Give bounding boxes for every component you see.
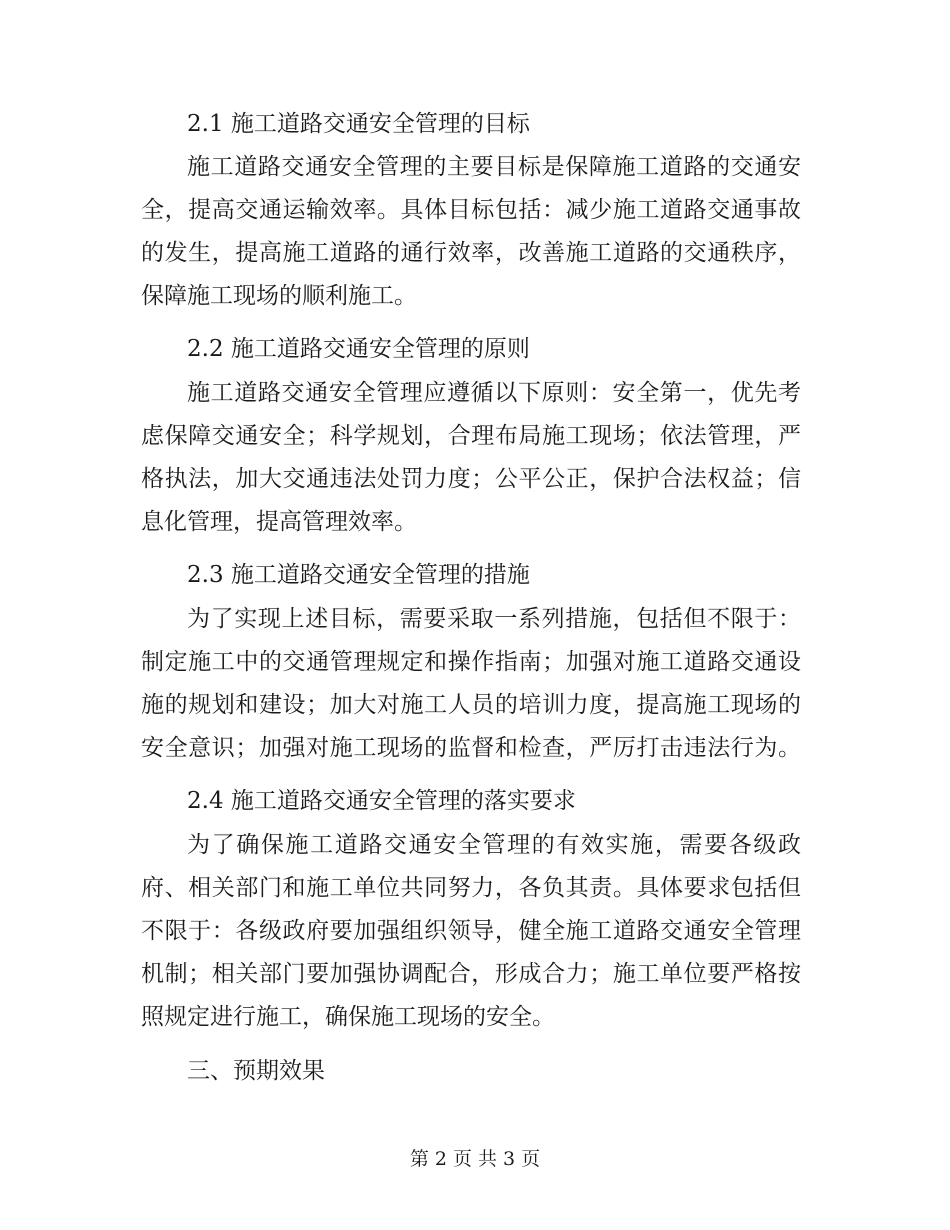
paragraph-line: 府、相关部门和施工单位共同努力，各负其责。具体要求包括但 (141, 875, 801, 901)
paragraph-line: 保障施工现场的顺利施工。 (141, 283, 417, 309)
paragraph-line: 息化管理，提高管理效率。 (141, 509, 417, 535)
section-heading-2-4: 2.4 施工道路交通安全管理的落实要求 (187, 788, 576, 814)
paragraph-line: 制定施工中的交通管理规定和操作指南；加强对施工道路交通设 (141, 649, 801, 675)
paragraph-line: 全，提高交通运输效率。具体目标包括：减少施工道路交通事故 (141, 197, 801, 223)
paragraph-line: 不限于：各级政府要加强组织领导，健全施工道路交通安全管理 (141, 918, 801, 944)
paragraph-line: 为了实现上述目标，需要采取一系列措施，包括但不限于： (187, 606, 801, 632)
paragraph-line: 施的规划和建设；加大对施工人员的培训力度，提高施工现场的 (141, 692, 801, 718)
paragraph-line: 格执法，加大交通违法处罚力度；公平公正，保护合法权益；信 (141, 466, 801, 492)
section-heading-3: 三、预期效果 (187, 1058, 325, 1084)
paragraph-line: 机制；相关部门要加强协调配合，形成合力；施工单位要严格按 (141, 961, 801, 987)
paragraph-line: 安全意识；加强对施工现场的监督和检查，严厉打击违法行为。 (141, 735, 801, 761)
section-heading-2-2: 2.2 施工道路交通安全管理的原则 (187, 336, 530, 362)
paragraph-line: 照规定进行施工，确保施工现场的安全。 (141, 1004, 555, 1030)
paragraph-line: 施工道路交通安全管理的主要目标是保障施工道路的交通安 (187, 154, 801, 180)
section-heading-2-3: 2.3 施工道路交通安全管理的措施 (187, 562, 530, 588)
paragraph-line: 为了确保施工道路交通安全管理的有效实施，需要各级政 (187, 832, 801, 858)
section-heading-2-1: 2.1 施工道路交通安全管理的目标 (187, 111, 530, 137)
paragraph-line: 虑保障交通安全；科学规划，合理布局施工现场；依法管理，严 (141, 423, 801, 449)
paragraph-line: 施工道路交通安全管理应遵循以下原则：安全第一，优先考 (187, 380, 801, 406)
page-footer: 第 2 页 共 3 页 (409, 1148, 541, 1170)
paragraph-line: 的发生，提高施工道路的通行效率，改善施工道路的交通秩序， (141, 240, 801, 266)
